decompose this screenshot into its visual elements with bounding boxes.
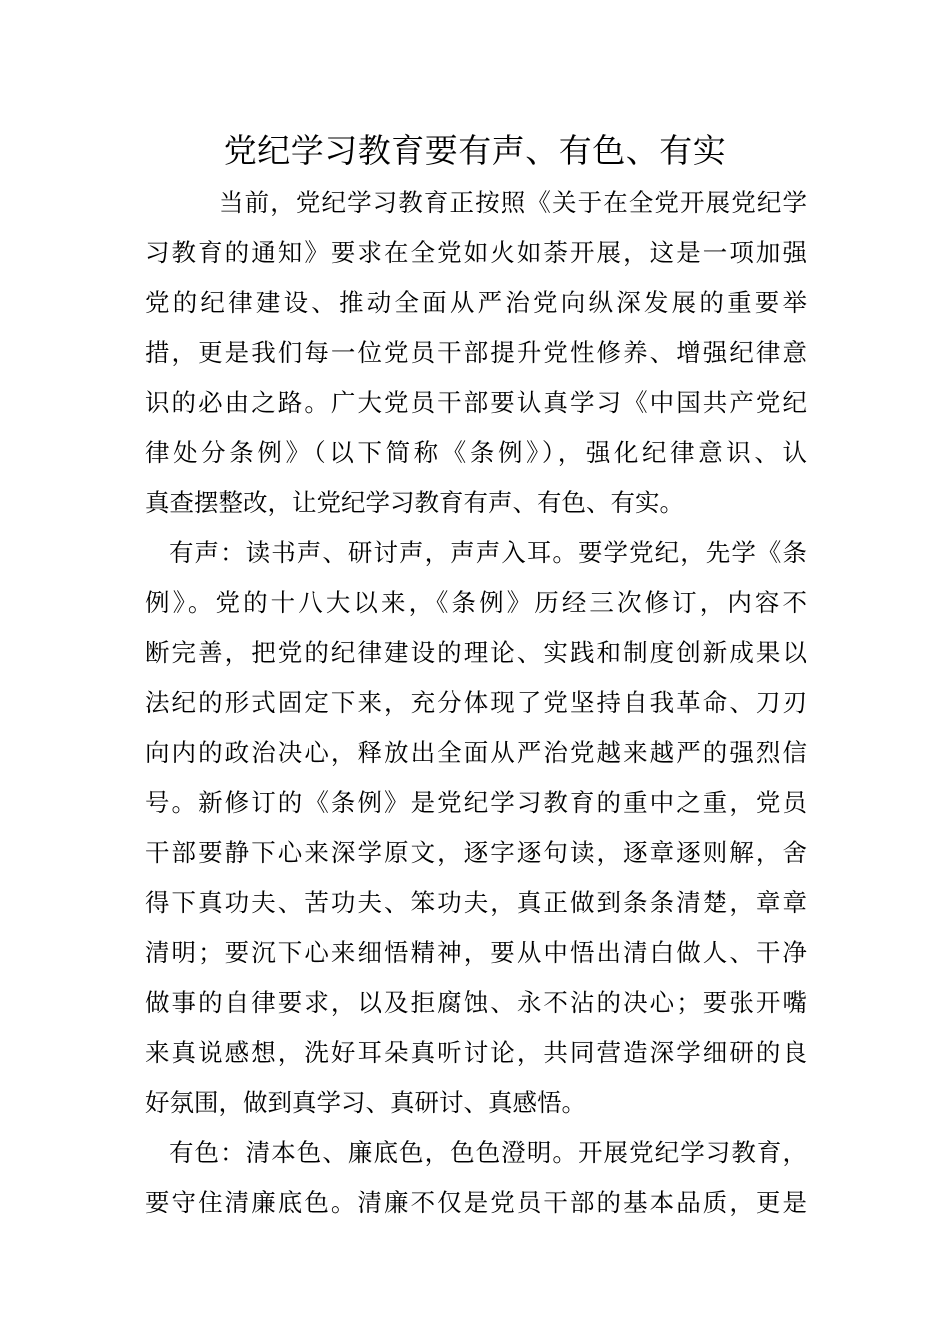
document-body	[145, 178, 807, 1228]
text-line: 干部要静下心来深学原文，逐字逐句读，逐章逐则解，舍	[145, 838, 807, 867]
text-line: 律处分条例》（以下简称《条例》），强化纪律意识、认	[145, 438, 807, 467]
text-line: 要守住清廉底色。清廉不仅是党员干部的基本品质，更是	[145, 1188, 807, 1217]
text-line: 好氛围，做到真学习、真研讨、真感悟。	[145, 1088, 586, 1117]
text-line: 号。新修订的《条例》是党纪学习教育的重中之重，党员	[145, 788, 807, 817]
text-line: 真查摆整改，让党纪学习教育有声、有色、有实。	[145, 488, 684, 517]
text-line: 断完善，把党的纪律建设的理论、实践和制度创新成果以	[145, 638, 807, 667]
text-line: 识的必由之路。广大党员干部要认真学习《中国共产党纪	[145, 388, 807, 417]
text-line: 法纪的形式固定下来，充分体现了党坚持自我革命、刀刃	[145, 688, 807, 717]
text-line: 党的纪律建设、推动全面从严治党向纵深发展的重要举	[145, 288, 807, 317]
text-line: 例》。党的十八大以来，《条例》历经三次修订，内容不	[145, 588, 807, 617]
document-title: 党纪学习教育要有声、有色、有实	[223, 131, 727, 170]
text-line: 向内的政治决心，释放出全面从严治党越来越严的强烈信	[145, 738, 807, 767]
text-line: 有声：读书声、研讨声，声声入耳。要学党纪，先学《条	[169, 538, 807, 567]
text-line: 做事的自律要求，以及拒腐蚀、永不沾的决心；要张开嘴	[145, 988, 807, 1017]
text-line: 有色：清本色、廉底色，色色澄明。开展党纪学习教育，	[169, 1138, 807, 1167]
text-line: 措，更是我们每一位党员干部提升党性修养、增强纪律意	[145, 338, 807, 367]
text-line: 得下真功夫、苦功夫、笨功夫，真正做到条条清楚，章章	[145, 888, 807, 917]
text-line: 习教育的通知》要求在全党如火如荼开展，这是一项加强	[145, 238, 807, 267]
text-line: 来真说感想，洗好耳朵真听讨论，共同营造深学细研的良	[145, 1038, 807, 1067]
text-line: 清明；要沉下心来细悟精神，要从中悟出清白做人、干净	[145, 938, 807, 967]
text-line: 当前，党纪学习教育正按照《关于在全党开展党纪学	[219, 188, 807, 217]
